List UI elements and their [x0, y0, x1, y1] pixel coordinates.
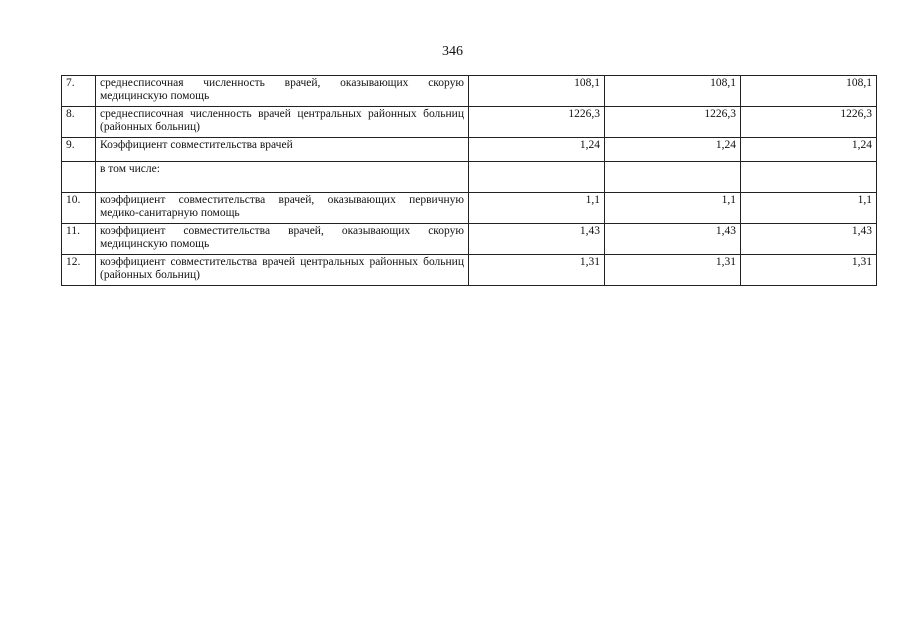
table-row	[62, 76, 877, 107]
row-number: 11.	[62, 224, 96, 255]
row-value-2: 1226,3	[605, 107, 741, 138]
row-number: 7.	[62, 76, 96, 107]
table-row	[62, 224, 877, 255]
table-row	[62, 255, 877, 286]
row-value-1: 1,24	[469, 138, 605, 162]
row-description: коэффициент совместительства врачей центральных районных больниц (районных больниц)	[96, 255, 469, 286]
row-description: среднесписочная численность врачей центральных районных больниц (районных больниц)	[96, 107, 469, 138]
row-value-2: 1,1	[605, 193, 741, 224]
row-value-1: 1226,3	[469, 107, 605, 138]
row-value-1: 1,43	[469, 224, 605, 255]
row-value-1	[469, 162, 605, 193]
row-description: среднесписочная численность врачей, оказывающих скорую медицинскую помощь	[96, 76, 469, 107]
row-description: коэффициент совместительства врачей, оказывающих первичную медико-санитарную помощь	[96, 193, 469, 224]
page-number: 346	[442, 44, 463, 59]
table-row	[62, 138, 877, 162]
row-value-3: 108,1	[741, 76, 877, 107]
row-value-3: 1,31	[741, 255, 877, 286]
row-description: в том числе:	[96, 162, 469, 193]
row-description: коэффициент совместительства врачей, оказывающих скорую медицинскую помощь	[96, 224, 469, 255]
row-value-2: 108,1	[605, 76, 741, 107]
row-value-2: 1,31	[605, 255, 741, 286]
row-number: 8.	[62, 107, 96, 138]
row-number: 12.	[62, 255, 96, 286]
table-row	[62, 193, 877, 224]
row-value-2: 1,43	[605, 224, 741, 255]
table-row	[62, 107, 877, 138]
row-value-1: 108,1	[469, 76, 605, 107]
row-number	[62, 162, 96, 193]
row-value-3: 1226,3	[741, 107, 877, 138]
row-value-1: 1,31	[469, 255, 605, 286]
row-value-3: 1,1	[741, 193, 877, 224]
row-description: Коэффициент совместительства врачей	[96, 138, 469, 162]
row-value-3	[741, 162, 877, 193]
row-value-1: 1,1	[469, 193, 605, 224]
row-value-2: 1,24	[605, 138, 741, 162]
row-number: 9.	[62, 138, 96, 162]
row-value-3: 1,43	[741, 224, 877, 255]
row-value-3: 1,24	[741, 138, 877, 162]
table-row	[62, 162, 877, 193]
row-value-2	[605, 162, 741, 193]
data-table	[61, 75, 877, 286]
row-number: 10.	[62, 193, 96, 224]
